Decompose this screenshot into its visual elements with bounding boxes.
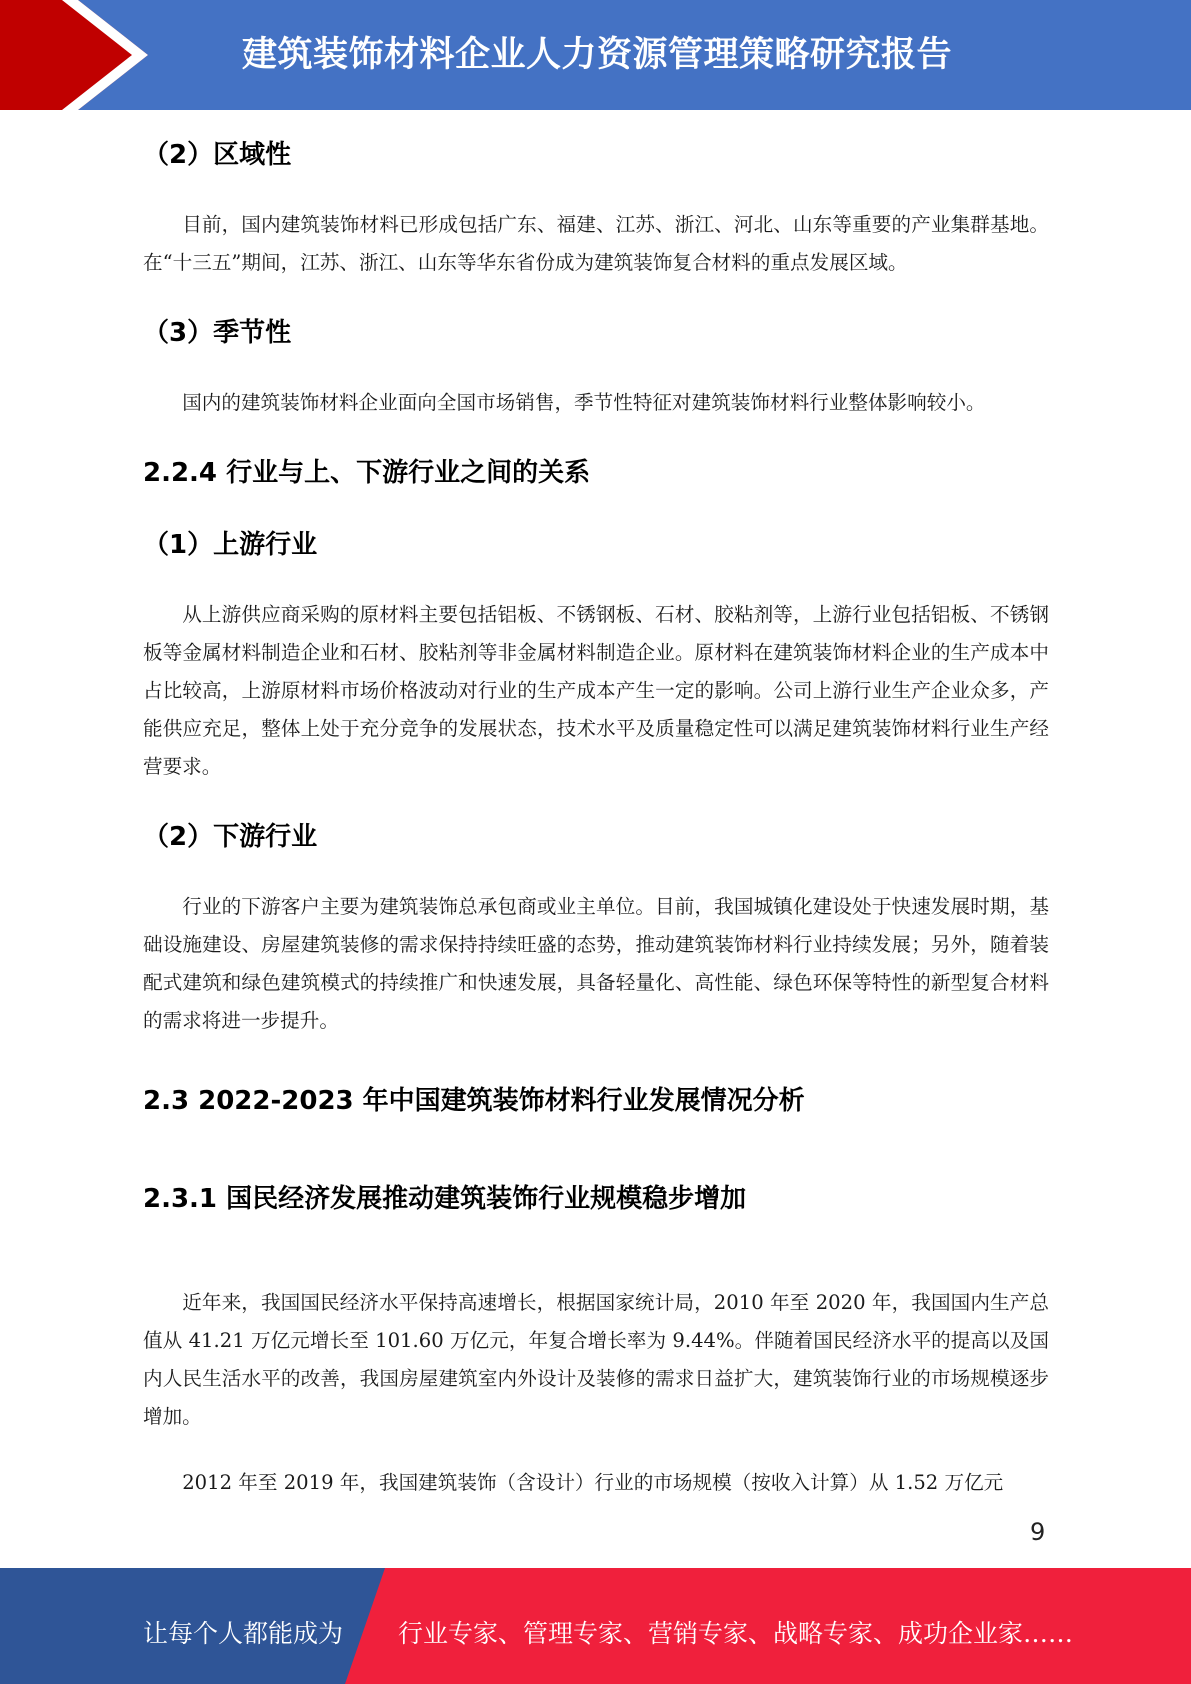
heading-regional: （2）区域性 [143,140,292,170]
heading-industry-relation: 2.2.4 行业与上、下游行业之间的关系 [143,458,591,488]
paragraph-upstream: 从上游供应商采购的原材料主要包括铝板、不锈钢板、石材、胶粘剂等，上游行业包括铝板、不锈钢板等金属材料制造企业和石材、胶粘剂等非金属材料制造企业。原材料在建筑装饰材料企业的生产成本中占比较高，上游原材料市场价格波动对行业的生产成本产生一定的影响。公司上游行业生产企业众多，产能供应充足，整体上处于充分竞争的发展状态，技术水平及质量稳定性可以满足建筑装饰材料行业生产经营要求。 [143,603,1049,778]
report-title: 建筑装饰材料企业人力资源管理策略研究报告 [242,35,953,75]
heading-downstream: （2）下游行业 [143,822,318,852]
paragraph-downstream: 行业的下游客户主要为建筑装饰总承包商或业主单位。目前，我国城镇化建设处于快速发展时期，基础设施建设、房屋建筑装修的需求保持持续旺盛的态势，推动建筑装饰材料行业持续发展；另外，随着装配式建筑和绿色建筑模式的持续推广和快速发展，具备轻量化、高性能、绿色环保等特性的新型复合材料的需求将进一步提升。 [143,895,1049,1032]
footer-slogan-left: 让每个人都能成为 [143,1619,344,1648]
heading-economic-growth: 2.3.1 国民经济发展推动建筑装饰行业规模稳步增加 [143,1184,747,1214]
paragraph-seasonal: 国内的建筑装饰材料企业面向全国市场销售，季节性特征对建筑装饰材料行业整体影响较小。 [182,391,986,414]
heading-seasonal: （3）季节性 [143,318,292,348]
page-header [0,0,1191,110]
paragraph-market-size: 2012 年至 2019 年，我国建筑装饰（含设计）行业的市场规模（按收入计算）从 1.52 万亿元 [182,1471,1004,1494]
heading-upstream: （1）上游行业 [143,530,318,560]
paragraph-economic-growth: 近年来，我国国民经济水平保持高速增长，根据国家统计局，2010 年至 2020 年，我国国内生产总值从 41.21 万亿元增长至 101.60 万亿元，年复合增长率为 9.44%。伴随着国民经济水平的提高以及国内人民生活水平的改善，我国房屋建筑室内外设计及装修的需求日益扩大，建筑装饰行业的市场规模逐步增加。 [143,1291,1049,1428]
page-footer [0,1568,1191,1684]
paragraph-regional: 目前，国内建筑装饰材料已形成包括广东、福建、江苏、浙江、河北、山东等重要的产业集群基地。在“十三五”期间，江苏、浙江、山东等华东省份成为建筑装饰复合材料的重点发展区域。 [143,213,1049,274]
heading-industry-analysis: 2.3 2022-2023 年中国建筑装饰材料行业发展情况分析 [143,1086,805,1116]
page-number: 9 [1030,1518,1046,1546]
footer-slogan-right: 行业专家、管理专家、营销专家、战略专家、成功企业家…… [398,1619,1074,1648]
